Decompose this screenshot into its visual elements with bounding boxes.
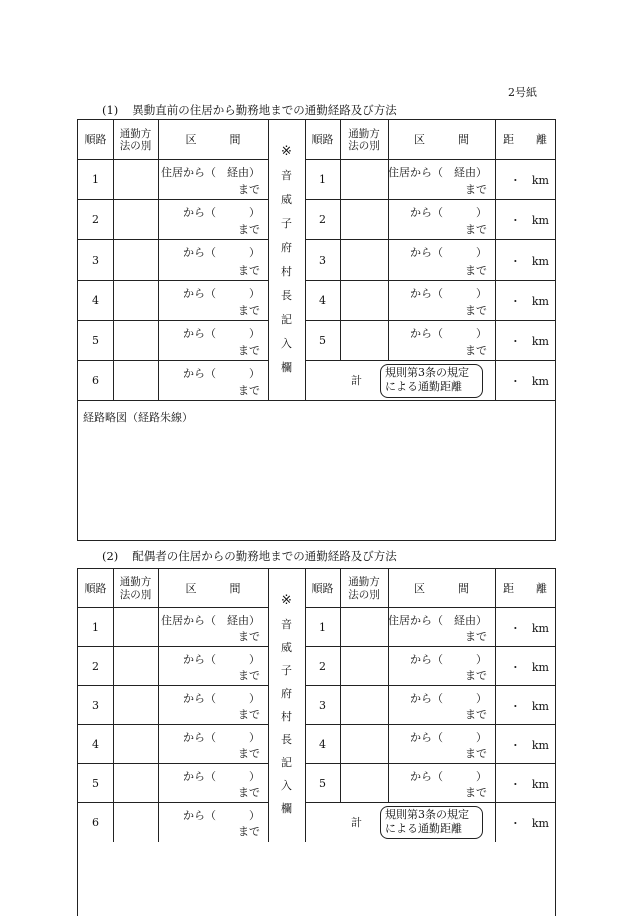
route-from: から（ ） — [410, 731, 487, 744]
section-1-number: (1) — [102, 103, 119, 117]
route-to: まで — [238, 708, 260, 721]
header-method-line2: 法の別 — [119, 588, 152, 601]
route-from: から（ ） — [410, 326, 487, 340]
distance-value: ・ km — [509, 334, 549, 348]
route-to: まで — [465, 747, 487, 760]
section-1-table — [77, 119, 556, 541]
grid-line — [305, 685, 555, 686]
section-1-title — [102, 102, 397, 118]
note-char: 威 — [281, 641, 292, 654]
distance-value: ・ km — [509, 294, 549, 308]
total-label: 計 — [351, 815, 362, 829]
route-order: 2 — [319, 213, 326, 227]
rule-reference-box — [380, 364, 483, 398]
route-from: から（ ） — [410, 770, 487, 783]
rule-line-1: 規則第3条の規定 — [385, 808, 469, 821]
route-order: 2 — [92, 659, 99, 673]
total-distance: ・ km — [509, 816, 549, 830]
route-order: 4 — [319, 293, 326, 307]
route-to: まで — [238, 669, 260, 682]
section-2-number: (2) — [102, 549, 119, 563]
note-char: 入 — [281, 779, 292, 792]
route-from: から（ ） — [410, 286, 487, 300]
distance-value: ・ km — [509, 254, 549, 268]
header-method-line2: 法の別 — [119, 140, 152, 152]
route-from: から（ ） — [183, 246, 260, 260]
distance-value: ・ km — [509, 777, 549, 791]
route-to: まで — [465, 303, 487, 317]
route-to: まで — [238, 223, 260, 237]
header-section: 区 間 — [414, 133, 469, 147]
route-order: 1 — [92, 173, 99, 187]
route-order: 6 — [92, 374, 99, 388]
note-column — [268, 144, 305, 383]
route-order: 1 — [92, 620, 99, 634]
distance-value: ・ km — [509, 621, 549, 635]
route-from: 住居から（ 経由） — [388, 166, 487, 179]
route-from: から（ ） — [183, 692, 260, 705]
grid-line — [305, 763, 555, 764]
route-order: 5 — [319, 776, 326, 790]
route-from: から（ ） — [183, 367, 260, 380]
total-distance: ・ km — [509, 375, 549, 389]
form-number: 2号紙 — [508, 86, 537, 99]
header-method-line1: 通勤方 — [119, 127, 152, 140]
distance-value: ・ km — [509, 699, 549, 713]
route-from: から（ ） — [183, 809, 260, 822]
route-order: 2 — [319, 659, 326, 673]
route-to: まで — [465, 344, 487, 357]
header-method-line1: 通勤方 — [119, 576, 152, 589]
route-order: 3 — [319, 253, 326, 267]
route-to: まで — [238, 183, 260, 197]
route-from: から（ ） — [183, 286, 260, 300]
route-order: 1 — [319, 620, 326, 634]
route-order: 2 — [92, 213, 99, 227]
header-distance: 距 離 — [503, 133, 547, 147]
section-2-title — [102, 548, 397, 564]
grid-line — [305, 280, 555, 281]
note-char: 府 — [281, 241, 292, 254]
total-label: 計 — [351, 374, 362, 388]
grid-line — [158, 120, 159, 401]
route-from: から（ ） — [183, 326, 260, 340]
grid-line — [495, 120, 496, 401]
rule-line-2: による通勤距離 — [385, 822, 462, 836]
route-order: 1 — [319, 173, 326, 187]
grid-line — [495, 569, 496, 842]
note-char: 記 — [281, 313, 292, 326]
route-order: 3 — [319, 698, 326, 712]
note-column — [268, 593, 305, 823]
route-from: 住居から（ 経由） — [161, 614, 260, 627]
route-to: まで — [465, 786, 487, 799]
header-section: 区 間 — [185, 133, 241, 147]
route-from: から（ ） — [183, 731, 260, 744]
grid-line — [113, 569, 114, 842]
header-order: 順路 — [311, 133, 334, 147]
header-method — [340, 569, 388, 608]
distance-value: ・ km — [509, 738, 549, 752]
route-from: から（ ） — [410, 246, 487, 260]
route-to: まで — [465, 223, 487, 237]
header-method — [113, 569, 158, 608]
route-from: 住居から（ 経由） — [161, 166, 260, 179]
note-char: 記 — [281, 756, 292, 769]
route-to: まで — [465, 669, 487, 682]
note-char: 欄 — [281, 802, 292, 815]
route-order: 5 — [92, 776, 99, 790]
header-section: 区 間 — [414, 581, 469, 595]
note-char: 府 — [281, 687, 292, 700]
note-char: 子 — [281, 217, 292, 230]
header-order: 順路 — [311, 581, 334, 595]
route-from: から（ ） — [410, 653, 487, 666]
note-char: 子 — [281, 664, 292, 677]
grid-line — [305, 724, 555, 725]
route-order: 5 — [319, 334, 326, 348]
header-method-line2: 法の別 — [348, 140, 380, 152]
route-to: まで — [238, 384, 260, 398]
note-char: 欄 — [281, 361, 292, 374]
header-distance: 距 離 — [503, 581, 547, 595]
route-order: 4 — [319, 737, 326, 751]
route-from: 住居から（ 経由） — [388, 614, 487, 627]
rule-reference-box — [380, 806, 483, 839]
route-order: 4 — [92, 293, 99, 307]
note-char: 音 — [281, 618, 292, 631]
route-to: まで — [465, 183, 487, 197]
route-order: 5 — [92, 334, 99, 348]
header-order: 順路 — [84, 133, 107, 147]
section-2-table — [77, 568, 556, 916]
header-method-line2: 法の別 — [348, 588, 380, 601]
route-map-label: 経路略図（経路朱線） — [83, 411, 193, 425]
route-order: 3 — [92, 698, 99, 712]
route-to: まで — [238, 344, 260, 357]
grid-line — [305, 646, 555, 647]
distance-value: ・ km — [509, 660, 549, 674]
route-to: まで — [238, 747, 260, 760]
distance-value: ・ km — [509, 174, 549, 188]
note-mark: ※ — [281, 144, 292, 159]
note-char: 長 — [281, 733, 292, 746]
grid-line — [158, 569, 159, 842]
grid-line — [113, 120, 114, 401]
route-to: まで — [465, 630, 487, 643]
route-from: から（ ） — [410, 206, 487, 220]
note-char: 村 — [281, 265, 292, 278]
route-to: まで — [238, 786, 260, 799]
header-section: 区 間 — [185, 581, 241, 595]
route-order: 6 — [92, 815, 99, 829]
header-method-line1: 通勤方 — [348, 576, 380, 589]
distance-value: ・ km — [509, 214, 549, 228]
header-method — [340, 120, 388, 160]
header-method-line1: 通勤方 — [348, 127, 380, 140]
route-to: まで — [238, 303, 260, 317]
grid-line — [305, 199, 555, 200]
note-char: 村 — [281, 710, 292, 723]
route-to: まで — [238, 630, 260, 643]
note-char: 音 — [281, 169, 292, 182]
note-char: 威 — [281, 193, 292, 206]
note-mark: ※ — [281, 593, 292, 608]
grid-line — [305, 239, 555, 240]
route-from: から（ ） — [183, 770, 260, 783]
section-2-title-text: 配偶者の住居からの勤務地までの通勤経路及び方法 — [132, 549, 397, 563]
note-char: 入 — [281, 337, 292, 350]
section-1-title-text: 異動直前の住居から勤務地までの通勤経路及び方法 — [132, 103, 397, 117]
route-to: まで — [465, 708, 487, 721]
route-to: まで — [238, 825, 260, 838]
route-to: まで — [465, 263, 487, 277]
rule-line-1: 規則第3条の規定 — [385, 366, 469, 379]
route-order: 4 — [92, 737, 99, 751]
header-order: 順路 — [84, 581, 107, 595]
note-char: 長 — [281, 289, 292, 302]
route-from: から（ ） — [410, 692, 487, 705]
rule-line-2: による通勤距離 — [385, 380, 462, 394]
header-method — [113, 120, 158, 160]
grid-line — [305, 320, 555, 321]
route-from: から（ ） — [183, 206, 260, 220]
route-order: 3 — [92, 253, 99, 267]
route-from: から（ ） — [183, 653, 260, 666]
route-to: まで — [238, 263, 260, 277]
